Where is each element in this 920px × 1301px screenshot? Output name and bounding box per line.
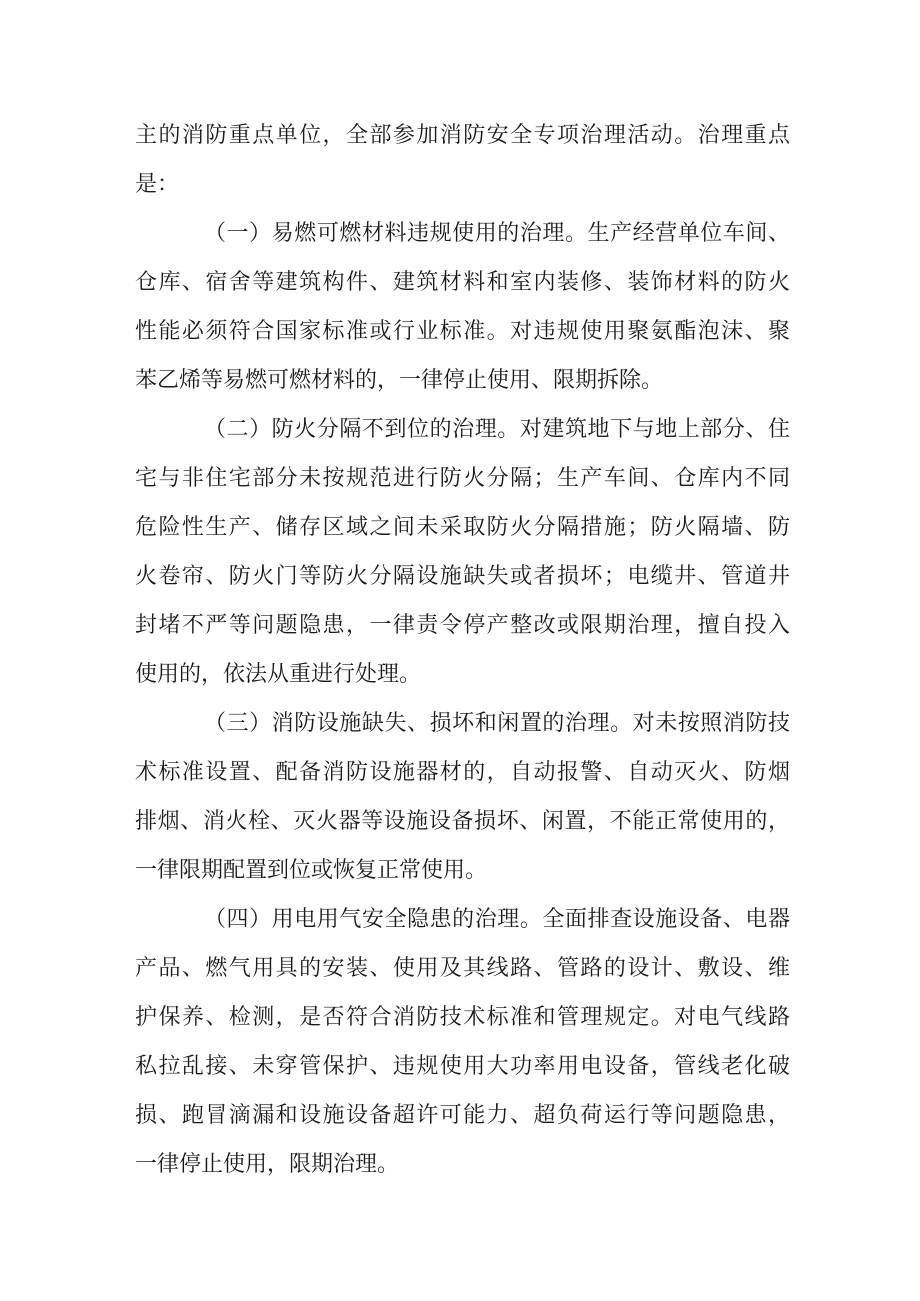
- text-line: 宅与非住宅部分未按规范进行防火分隔；生产车间、仓库内不同: [135, 466, 790, 491]
- text-line: 苯乙烯等易燃可燃材料的，一律停止使用、限期拆除。: [135, 368, 664, 393]
- text-line: 仓库、宿舍等建筑构件、建筑材料和室内装修、装饰材料的防火: [135, 270, 790, 295]
- text-line: 危险性生产、储存区域之间未采取防火分隔措施；防火隔墙、防: [135, 515, 790, 540]
- text-line: 主的消防重点单位，全部参加消防安全专项治理活动。治理重点: [135, 123, 790, 148]
- document-body: [135, 111, 790, 1189]
- text-line: 火卷帘、防火门等防火分隔设施缺失或者损坏；电缆井、管道井: [135, 564, 790, 589]
- text-line: 损、跑冒滴漏和设施设备超许可能力、超负荷运行等问题隐患，: [135, 1103, 790, 1128]
- paragraph-first-line: （一）易燃可燃材料违规使用的治理。生产经营单位车间、: [204, 221, 790, 246]
- text-line: 一律停止使用，限期治理。: [135, 1152, 400, 1177]
- text-line: 一律限期配置到位或恢复正常使用。: [135, 858, 488, 883]
- text-line: 排烟、消火栓、灭火器等设施设备损坏、闲置，不能正常使用的，: [135, 809, 790, 834]
- paragraph-first-line: （四）用电用气安全隐患的治理。全面排查设施设备、电器: [204, 907, 790, 932]
- text-line: 封堵不严等问题隐患，一律责令停产整改或限期治理，擅自投入: [135, 613, 790, 638]
- text-line: 性能必须符合国家标准或行业标准。对违规使用聚氨酯泡沫、聚: [135, 319, 790, 344]
- paragraph-first-line: （三）消防设施缺失、损坏和闲置的治理。对未按照消防技: [204, 711, 790, 736]
- text-line: 使用的，依法从重进行处理。: [135, 662, 422, 687]
- text-line: 护保养、检测，是否符合消防技术标准和管理规定。对电气线路: [135, 1005, 790, 1030]
- text-line: 术标准设置、配备消防设施器材的，自动报警、自动灭火、防烟: [135, 760, 790, 785]
- text-line: 产品、燃气用具的安装、使用及其线路、管路的设计、敷设、维: [135, 956, 790, 981]
- paragraph-first-line: （二）防火分隔不到位的治理。对建筑地下与地上部分、住: [204, 417, 790, 442]
- text-line: 是：: [135, 172, 180, 197]
- text-line: 私拉乱接、未穿管保护、违规使用大功率用电设备，管线老化破: [135, 1054, 790, 1079]
